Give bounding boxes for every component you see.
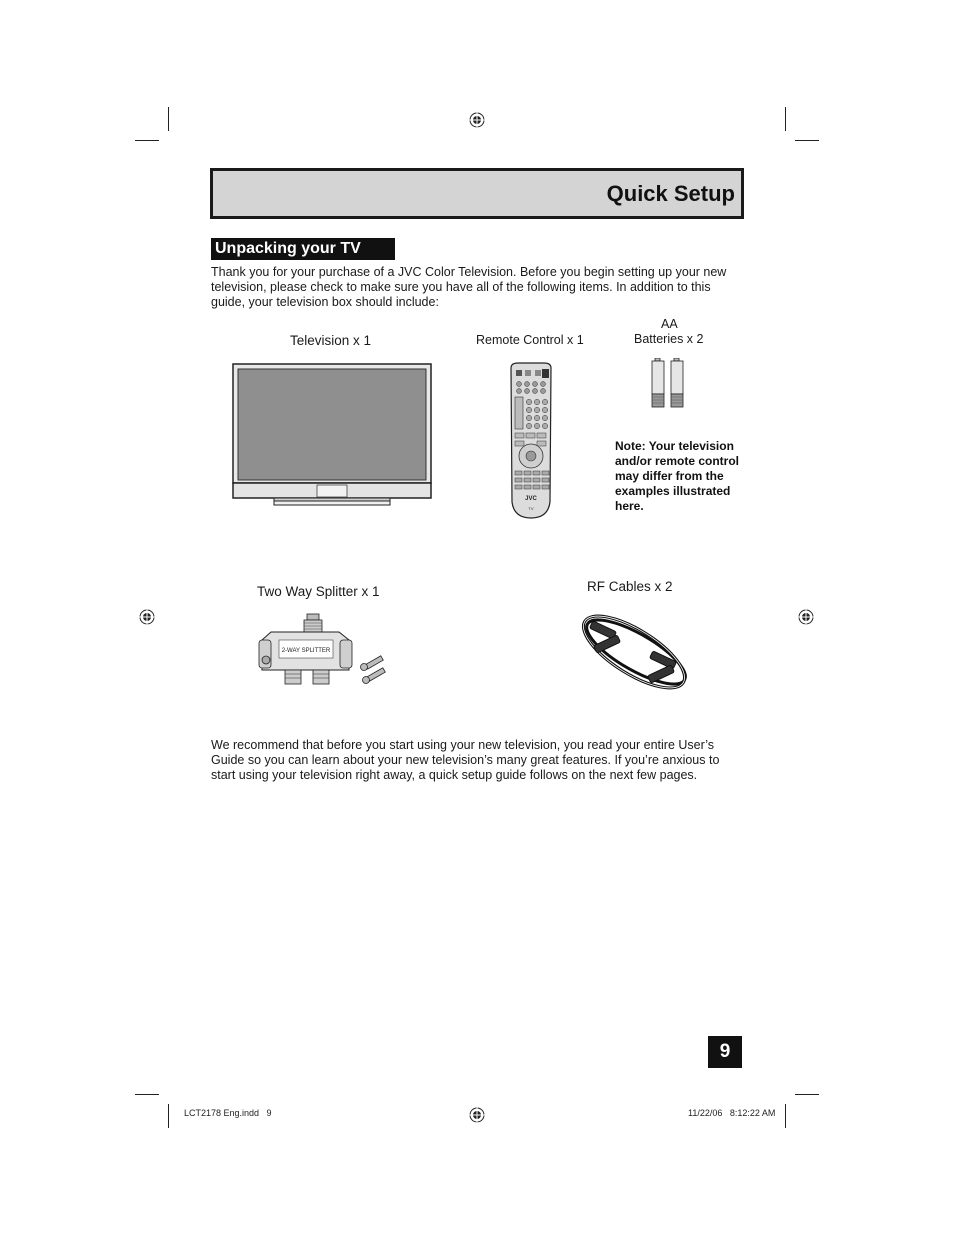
crop-mark (795, 140, 819, 141)
batteries-illustration (651, 358, 687, 410)
closing-paragraph: We recommend that before you start using your new television, you read your entire User’s Guide so you can learn about your new television’s many great features. If you’re anxious to start using your television right away, a quick setup guide follows on the next few pages. (211, 738, 720, 782)
page-header (210, 168, 744, 219)
remote-sub-text: TV (528, 506, 534, 511)
crop-mark (168, 107, 169, 131)
splitter-label: Two Way Splitter x 1 (257, 584, 380, 599)
crop-mark (785, 1104, 786, 1128)
page-title: Quick Setup (606, 181, 735, 206)
rf-cables-illustration (576, 604, 696, 696)
crop-mark (785, 107, 786, 131)
remote-label: Remote Control x 1 (476, 333, 584, 347)
remote-brand-text: JVC (525, 496, 537, 502)
remote-control-illustration (508, 362, 554, 520)
splitter-illustration (257, 612, 389, 692)
footer-timestamp: 11/22/06 8:12:22 AM (688, 1108, 776, 1118)
crop-mark (135, 140, 159, 141)
crop-mark (135, 1094, 159, 1095)
splitter-body-label: 2-WAY SPLITTER (281, 648, 331, 654)
intro-paragraph: Thank you for your purchase of a JVC Color Television. Before you begin setting up your new television, please check to make sure you have all of the following items. In addition to this guide, your television box should include: (211, 265, 727, 309)
footer-file-name: LCT2178 Eng.indd 9 (184, 1108, 272, 1118)
television-illustration (232, 363, 432, 508)
registration-mark-icon (469, 112, 485, 128)
registration-mark-icon (798, 609, 814, 625)
batteries-label-line1: AA (661, 317, 678, 331)
note-text: Note: Your television and/or remote control may differ from the examples illustrated here. (615, 439, 740, 513)
section-header (211, 238, 395, 260)
page-number: 9 (719, 1041, 731, 1062)
section-title: Unpacking your TV (215, 240, 361, 257)
rf-cables-label: RF Cables x 2 (587, 579, 673, 594)
television-label: Television x 1 (290, 333, 372, 348)
crop-mark (168, 1104, 169, 1128)
registration-mark-icon (469, 1107, 485, 1123)
crop-mark (795, 1094, 819, 1095)
batteries-label-line2: Batteries x 2 (634, 332, 704, 346)
page-number-badge (708, 1036, 742, 1068)
registration-mark-icon (139, 609, 155, 625)
